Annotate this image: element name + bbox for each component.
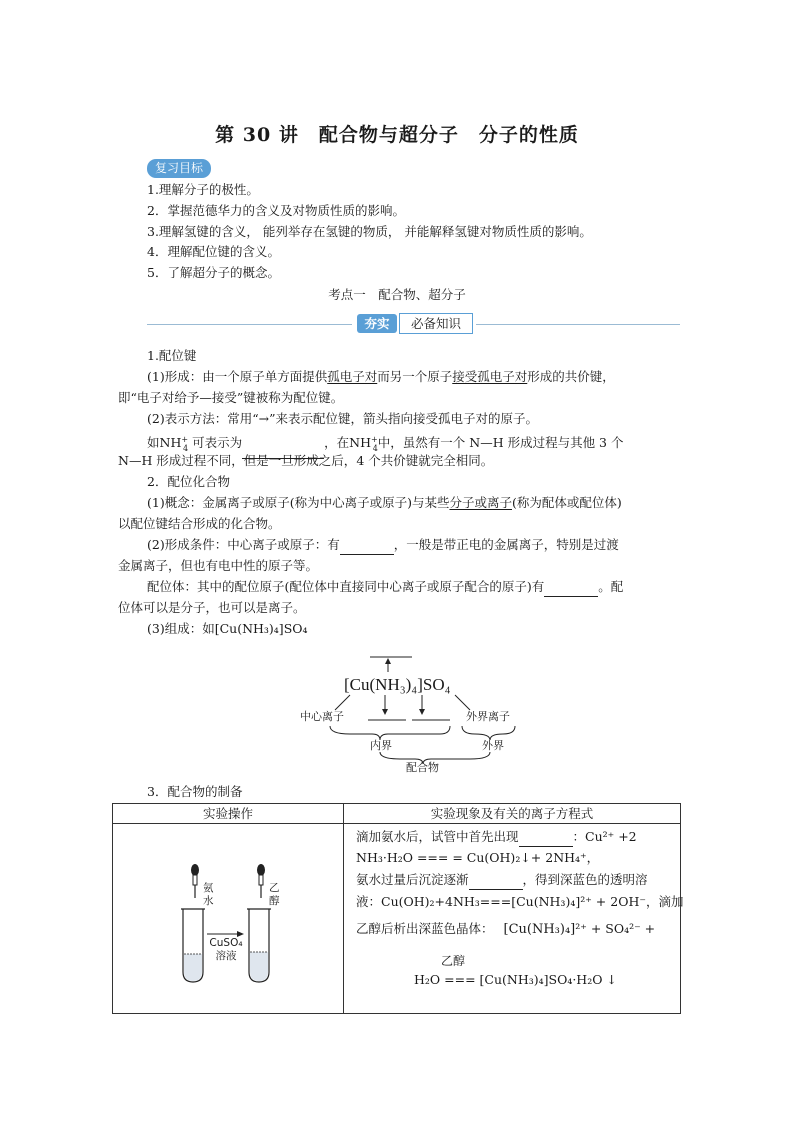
blank-precipitate[interactable]	[519, 832, 573, 847]
label-inner: 内界	[370, 739, 392, 752]
phenomenon-line-4: 液：Cu(OH)₂+4NH₃===[Cu(NH₃)₄]²⁺ + 2OH⁻，滴加	[356, 894, 684, 909]
arrow-outer	[455, 695, 470, 710]
phenomenon-line-6: H₂O === [Cu(NH₃)₄]SO₄·H₂O ↓	[414, 972, 617, 987]
blank-ligand[interactable]	[544, 582, 598, 597]
phenomenon-line-3: 氨水过量后沉淀逐渐 ，得到深蓝色的透明溶	[356, 870, 648, 890]
test-tube-illustration	[113, 824, 341, 1010]
label-outer-ion: 外界离子	[466, 710, 510, 723]
section-heading: 考点一 配合物、超分子	[328, 287, 466, 302]
label-ammonia: 氨水	[203, 882, 214, 907]
phenomenon-line-5: 乙醇后析出深蓝色晶体： [Cu(NH₃)₄]²⁺ + SO₄²⁻ +	[356, 921, 656, 937]
diagram-formula: [Cu(NH₃)₄]SO₄	[344, 675, 451, 694]
label-cuso4: CuSO₄溶液	[209, 937, 243, 962]
review-goals-badge: 复习目标	[147, 159, 211, 178]
s2-condition: (2)形成条件：中心离子或原子：有 ，一般是带正电的金属离子，特别是过渡	[147, 535, 619, 555]
dropper-bulb-2	[257, 864, 265, 876]
s1-nh4-2: N—H 形成过程不同，但是一旦形成之后，4 个共价键就完全相同。	[118, 453, 494, 468]
s2-concept: (1)概念：金属离子或原子(称为中心离子或原子)与某些分子或离子(称为配体或配位体)	[147, 495, 622, 510]
preparation-table	[112, 803, 684, 1014]
arrow-up-head	[385, 658, 391, 664]
page-title: 第 30 讲 配合物与超分子 分子的性质	[215, 124, 579, 146]
phenomenon-cell	[344, 824, 684, 1014]
ethanol-condition: 乙醇	[441, 954, 466, 968]
goal-2: 2．掌握范德华力的含义及对物质性质的影响。	[147, 203, 405, 218]
goal-5: 5．了解超分子的概念。	[147, 265, 280, 280]
s2-condition-2: 金属离子，但也有电中性的原子等。	[118, 558, 319, 573]
dropper-bulb-1	[191, 864, 199, 876]
operation-cell	[113, 824, 344, 1014]
s2-composition: (3)组成：如[Cu(NH₃)₄]SO₄	[147, 621, 308, 636]
s3-heading: 3．配合物的制备	[147, 784, 243, 799]
section-rule-right	[476, 324, 680, 325]
section-rule-left	[147, 324, 352, 325]
goal-1: 1.理解分子的极性。	[147, 182, 259, 197]
blank-condition[interactable]	[340, 540, 394, 555]
label-outer: 外界	[482, 739, 504, 752]
section-tag: 夯实	[357, 314, 397, 333]
composition-diagram	[290, 648, 530, 773]
brace-inner	[330, 726, 450, 740]
s1-formation-2: 即“电子对给予—接受”键被称为配位键。	[118, 390, 344, 405]
phenomenon-line-1: 滴加氨水后，试管中首先出现 ：Cu²⁺ +2	[356, 827, 637, 847]
section-tag-text: 必备知识	[399, 313, 473, 334]
s1-formation: (1)形成：由一个原子单方面提供孤电子对而另一个原子接受孤电子对形成的共价键，	[147, 369, 615, 384]
label-center-ion: 中心离子	[300, 710, 344, 723]
label-complex: 配合物	[406, 761, 439, 773]
goal-3: 3.理解氢键的含义， 能列举存在氢键的物质， 并能解释氢键对物质性质的影响。	[147, 224, 592, 239]
s1-nh4: 如$NH^+_4$ 可表示为 ，在$NH^+_4$中，虽然有一个 N—H 形成过程与其他 3 个	[147, 430, 623, 459]
col-phenomenon: 实验现象及有关的离子方程式	[344, 804, 681, 824]
s1-heading: 1.配位键	[147, 348, 197, 363]
goal-4: 4．理解配位键的含义。	[147, 244, 280, 259]
s2-heading: 2．配位化合物	[147, 474, 230, 489]
s2-concept-2: 以配位键结合形成的化合物。	[118, 516, 281, 531]
phenomenon-line-2: NH₃·H₂O === = Cu(OH)₂↓+ 2NH₄⁺，	[356, 850, 600, 865]
blank-dissolve[interactable]	[469, 875, 523, 890]
s2-ligand-2: 位体可以是分子，也可以是离子。	[118, 600, 306, 615]
brace-outer	[462, 726, 515, 740]
label-ethanol: 乙醇	[269, 882, 280, 907]
col-operation: 实验操作	[113, 804, 344, 824]
s1-notation: (2)表示方法：常用“→”来表示配位键，箭头指向接受孤电子对的原子。	[147, 411, 538, 426]
s2-ligand: 配位体：其中的配位原子(配位体中直接同中心离子或原子配合的原子)有 。配	[147, 577, 623, 597]
arrow-center	[335, 695, 350, 710]
